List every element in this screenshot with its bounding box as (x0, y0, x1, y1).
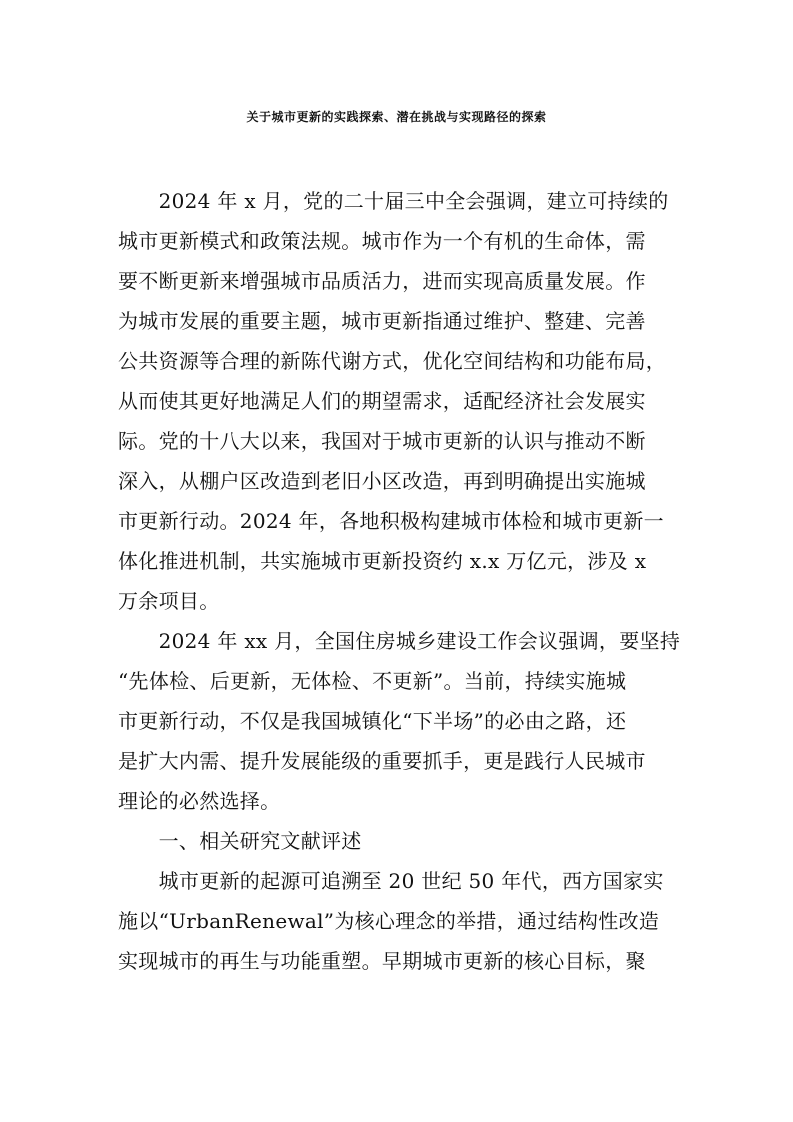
body-line: 城市更新模式和政策法规。城市作为一个有机的生命体，需 (118, 229, 646, 253)
body-line: 际。党的十八大以来，我国对于城市更新的认识与推动不断 (118, 429, 646, 453)
body-line: 体化推进机制，共实施城市更新投资约 x.x 万亿元，涉及 x (118, 549, 647, 573)
body-line: 为城市发展的重要主题，城市更新指通过维护、整建、完善 (118, 309, 646, 333)
body-line: 城市更新的起源可追溯至 20 世纪 50 年代，西方国家实 (118, 869, 664, 893)
body-line: 实现城市的再生与功能重塑。早期城市更新的核心目标，聚 (118, 949, 646, 973)
body-line: 施以“UrbanRenewal”为核心理念的举措，通过结构性改造 (118, 909, 660, 933)
body-line: 市更新行动。2024 年，各地积极构建城市体检和城市更新一 (118, 509, 664, 533)
body-line: 深入，从棚户区改造到老旧小区改造，再到明确提出实施城 (118, 469, 646, 493)
body-line: 2024 年 x 月，党的二十届三中全会强调，建立可持续的 (118, 189, 669, 213)
body-line: 要不断更新来增强城市品质活力，进而实现高质量发展。作 (118, 269, 646, 293)
section-heading: 一、相关研究文献评述 (118, 829, 362, 853)
body-line: 市更新行动，不仅是我国城镇化“下半场”的必由之路，还 (118, 709, 627, 733)
body-line: 公共资源等合理的新陈代谢方式，优化空间结构和功能布局， (118, 349, 667, 373)
document-title: 关于城市更新的实践探索、潜在挑战与实现路径的探索 (246, 110, 547, 124)
body-line: “先体检、后更新，无体检、不更新”。当前，持续实施城 (118, 669, 627, 693)
body-line: 万余项目。 (118, 589, 220, 613)
body-line: 从而使其更好地满足人们的期望需求，适配经济社会发展实 (118, 389, 646, 413)
body-line: 理论的必然选择。 (118, 789, 281, 813)
body-line: 2024 年 xx 月，全国住房城乡建设工作会议强调，要坚持 (118, 629, 681, 653)
body-line: 是扩大内需、提升发展能级的重要抓手，更是践行人民城市 (118, 749, 646, 773)
